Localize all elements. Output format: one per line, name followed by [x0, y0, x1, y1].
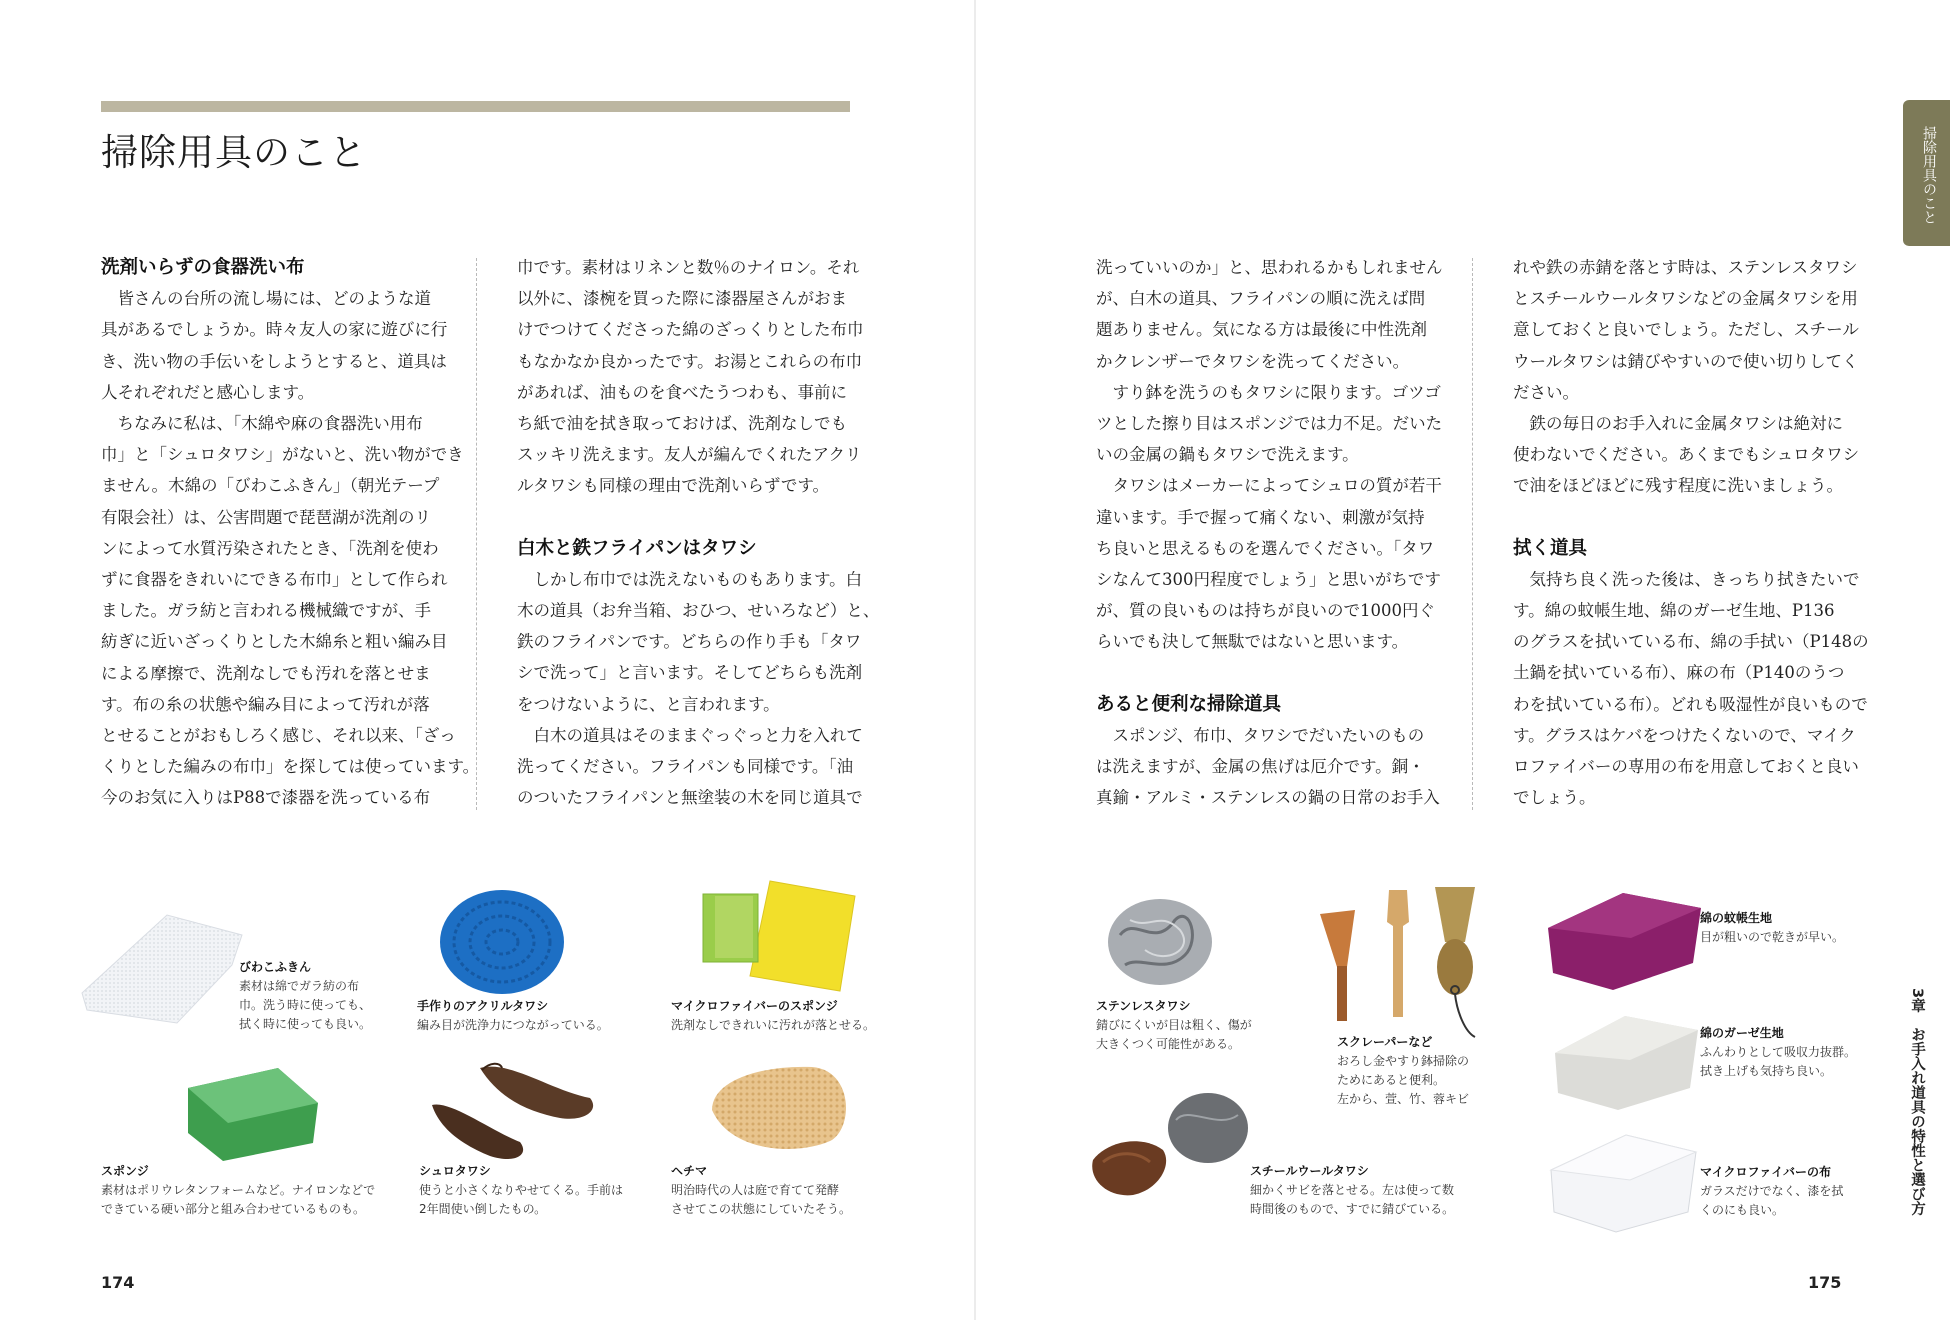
page-number-left: 174 — [101, 1273, 135, 1292]
title-rule — [101, 101, 850, 112]
section-heading: 拭く道具 — [1513, 537, 1588, 559]
shuro-tawashi-photo — [420, 1060, 600, 1170]
caption-microcloth: マイクロファイバーの布 ガラスだけでなく、漆を拭 くのにも良い。 — [1700, 1165, 1844, 1217]
steel-wool-photo — [1088, 1090, 1258, 1205]
caption-kaya: 綿の蚊帳生地 目が粗いので乾きが早い。 — [1700, 911, 1845, 944]
caption-steel-wool: スチールウールタワシ 細かくサビを落とせる。左は使って数 時間後のもので、すでに錆びている。 — [1250, 1164, 1455, 1216]
section-heading: 洗剤いらずの食器洗い布 — [101, 257, 305, 278]
stainless-tawashi-photo — [1105, 895, 1215, 990]
caption-micro-sponge: マイクロファイバーのスポンジ 洗剤なしできれいに汚れが落とせる。 — [671, 999, 876, 1032]
loofah-photo — [702, 1055, 857, 1160]
gauze-cloth-photo — [1550, 1008, 1700, 1113]
caption-stainless: ステンレスタワシ 錆びにくいが目は粗く、傷が 大きくつく可能性がある。 — [1096, 999, 1252, 1051]
caption-gauze: 綿のガーゼ生地 ふんわりとして吸収力抜群。 拭き上げも気持ち良い。 — [1700, 1026, 1857, 1078]
kaya-cloth-photo — [1543, 888, 1703, 993]
paragraph-lines: 気持ち良く洗った後は、きっちり拭きたいで す。綿の蚊帳生地、綿のガーゼ生地、P136 のグラスを拭いている布、綿の手拭い（P148の 土鍋を拭いている布）、麻の布（P140のうつ わを拭いている布）。どれも吸湿性が良いもので す。グラスはケバをつけたくないので、マイク ロファイバーの専用の布を用意しておくと良い でしょう。 — [1513, 569, 1869, 808]
sponge-photo — [183, 1063, 323, 1163]
paragraph-lines: しかし布巾では洗えないものもあります。白 木の道具（お弁当箱、おひつ、せいろなど）と、 鉄のフライパンです。どちらの作り手も「タワ シで洗って」と言います。そしてどちらも洗剤 をつけないように、と言われます。 白木の道具はそのままぐっぐっと力を入れて 洗ってください。フライパンも同様です。「油 のついたフライパンと無塗装の木を同じ道具で — [517, 569, 880, 808]
page-number-right: 175 — [1808, 1273, 1842, 1292]
caption-scraper: スクレーパーなど おろし金やすり鉢掃除の ためにあると便利。 左から、萱、竹、蓉キビ — [1337, 1035, 1470, 1106]
section-heading: 白木と鉄フライパンはタワシ — [517, 537, 757, 559]
biwako-fukin-photo — [72, 905, 247, 1030]
chapter-label: 3章 お手入れ道具の特性と選び方 — [1909, 988, 1925, 1216]
caption-shuro: シュロタワシ 使うと小さくなりやせてくる。手前は 2年間使い倒したもの。 — [419, 1164, 624, 1216]
paragraph-lines: スポンジ、布巾、タワシでだいたいのもの は洗えますが、金属の焦げは厄介です。銅・ 真鍮・アルミ・ステンレスの鍋の日常のお手入 — [1096, 725, 1440, 808]
text-column-3 — [1096, 252, 1441, 813]
paragraph-lines: 洗っていいのか」と、思われるかもしれません が、白木の道具、フライパンの順に洗えば問 題ありません。気になる方は最後に中性洗剤 かクレンザーでタワシを洗ってください。 すり鉢を洗うのもタワシに限ります。ゴツゴ ツとした擦り目はスポンジでは力不足。だいた いの金属の鍋もタワシで洗えます。 タワシはメーカーによってシュロの質が若干 違います。手で握って痛くない、刺激が気持 ち良いと思えるものを選んでください。「タワ シなんて300円程度でしょう」と思いがちです が、質の良いものは持ちが良いので1000円ぐ らいでも決して無駄ではないと思います。 — [1096, 258, 1443, 652]
caption-hechima: ヘチマ 明治時代の人は庭で育てて発酵 させてこの状態にしていたそう。 — [671, 1164, 852, 1216]
caption-acrylic: 手作りのアクリルタワシ 編み目が洗浄力につながっている。 — [417, 999, 609, 1032]
paragraph-lines: れや鉄の赤錆を落とす時は、ステンレスタワシ とスチールウールタワシなどの金属タワシを用 意しておくと良いでしょう。ただし、スチール ウールタワシは錆びやすいので使い切りしてく ださい。 鉄の毎日のお手入れに金属タワシは絶対に 使わないでください。あくまでもシュロタワシ で油をほどほどに残す程度に洗いましょう。 — [1513, 258, 1860, 496]
column-separator — [476, 258, 477, 810]
chapter-tab-label: 掃除用具のこと — [1921, 126, 1937, 224]
section-heading: あると便利な掃除道具 — [1096, 693, 1282, 715]
text-column-2 — [517, 252, 880, 813]
scraper-brushes-photo — [1315, 882, 1480, 1042]
caption-sponge: スポンジ 素材はポリウレタンフォームなど。ナイロンなどで できている硬い部分と組み合わせているものも。 — [101, 1164, 376, 1216]
column-separator — [1472, 258, 1473, 810]
page-title: 掃除用具のこと — [101, 131, 367, 174]
microfiber-cloth-photo — [1546, 1130, 1701, 1235]
page-gutter — [974, 0, 976, 1320]
text-column-1 — [101, 252, 480, 814]
caption-biwako: びわこふきん 素材は綿でガラ紡の布 巾。洗う時に使っても、 拭く時に使っても良い。 — [239, 960, 372, 1031]
paragraph-lines: 巾です。素材はリネンと数％のナイロン。それ 以外に、漆椀を買った際に漆器屋さんがおま けでつけてくださった綿のざっくりとした布巾 もなかなか良かったです。お湯とこれらの布巾 があれば、油ものを食べたうつわも、事前に ち紙で油を拭き取っておけば、洗剤なしでも スッキリ洗えます。友人が編んでくれたアクリ ルタワシも同様の理由で洗剤いらずです。 — [517, 258, 864, 496]
microfiber-sponge-photo — [700, 876, 860, 996]
acrylic-tawashi-photo — [437, 887, 567, 997]
text-column-4 — [1513, 252, 1869, 813]
paragraph-lines: 皆さんの台所の流し場には、どのような道 具があるでしょうか。時々友人の家に遊びに行 き、洗い物の手伝いをしようとすると、道具は 人それぞれだと感心します。 ちなみに私は、「木綿や麻の食器洗い用布 巾」と「シュロタワシ」がないと、洗い物ができ ません。木綿の「びわこふきん」（朝光テープ 有限会社）は、公害問題で琵琶湖が洗剤のリ ンによって水質汚染されたとき、「洗剤を使わ ずに食器をきれいにできる布巾」として作られ ました。ガラ紡と言われる機械織ですが、手 紡ぎに近いざっくりとした木綿糸と粗い編み目 による摩擦で、洗剤なしでも汚れを落とせま す。布の糸の状態や編み目によって汚れが落 とせることがおもしろく感じ、それ以来、「ざっ くりとした編みの布巾」を探しては使っています。 今のお気に入りはP88で漆器を洗っている布 — [101, 289, 480, 808]
